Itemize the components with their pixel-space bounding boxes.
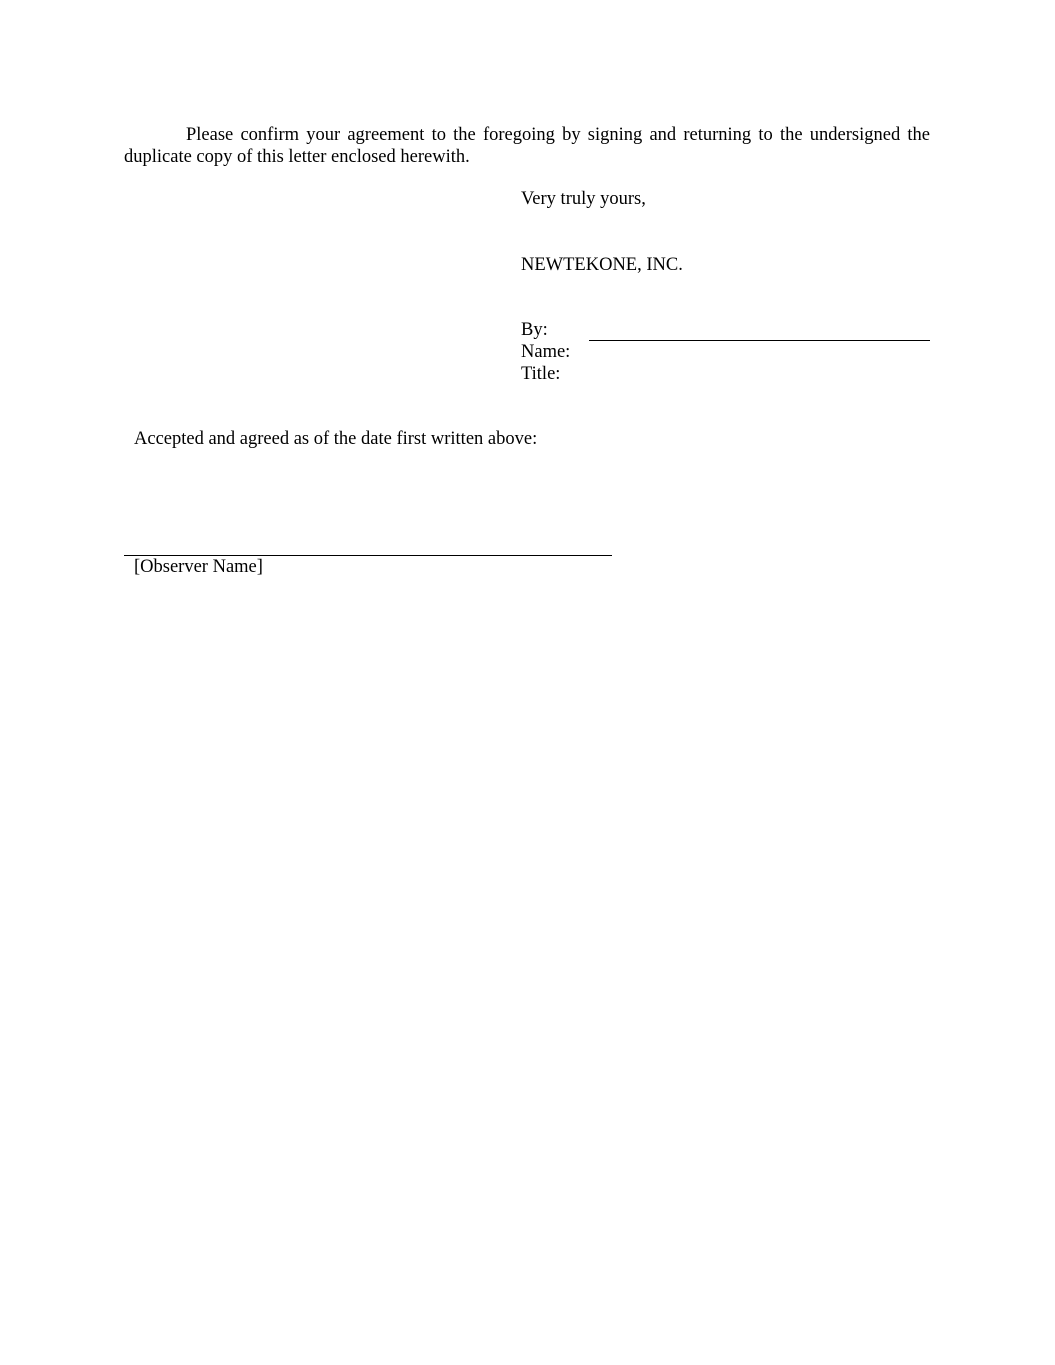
company-signature-line — [589, 340, 930, 341]
company-name: NEWTEKONE, INC. — [521, 255, 683, 275]
observer-name-label: [Observer Name] — [134, 557, 263, 577]
signature-name-label: Name: — [521, 342, 571, 362]
body-paragraph: Please confirm your agreement to the foregoing by signing and returning to the undersigned the duplicate copy of this letter enclosed herewith. — [124, 125, 930, 167]
closing-salutation: Very truly yours, — [521, 189, 646, 209]
company-signature-block — [521, 319, 570, 385]
signature-title-label: Title: — [521, 364, 561, 384]
acceptance-statement: Accepted and agreed as of the date first written above: — [134, 429, 538, 449]
signature-by-label: By: — [521, 320, 548, 340]
